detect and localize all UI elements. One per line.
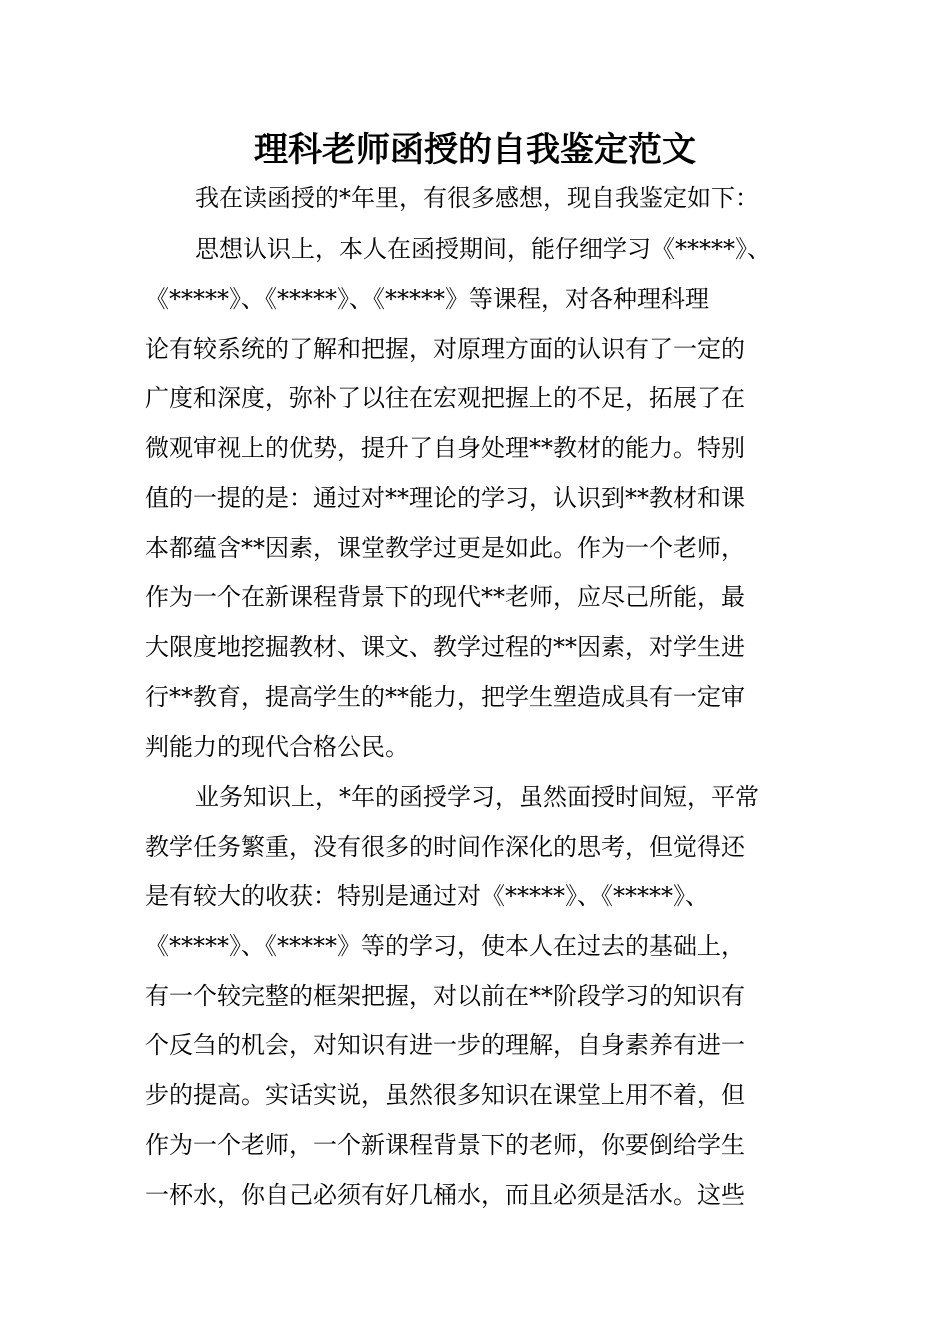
text-line-11: 行**教育，提高学生的**能力，把学生塑造成具有一定审 <box>145 683 745 711</box>
text-line-8: 本都蕴含**因素，课堂教学过更是如此。作为一个老师， <box>145 534 745 562</box>
text-line-3: 《*****》、《*****》、《*****》等课程，对各种理科理 <box>145 285 709 313</box>
text-line-5: 广度和深度，弥补了以往在宏观把握上的不足，拓展了在 <box>145 384 745 412</box>
text-line-21: 一杯水，你自己必须有好几桶水，而且必须是活水。这些 <box>145 1181 745 1209</box>
text-line-7: 值的一提的是：通过对**理论的学习，认识到**教材和课 <box>145 484 745 512</box>
text-line-18: 个反刍的机会，对知识有进一步的理解，自身素养有进一 <box>145 1031 745 1059</box>
text-line-4: 论有较系统的了解和把握，对原理方面的认识有了一定的 <box>145 335 745 363</box>
text-line-20: 作为一个老师，一个新课程背景下的老师，你要倒给学生 <box>145 1131 745 1159</box>
text-line-19: 步的提高。实话实说，虽然很多知识在课堂上用不着，但 <box>145 1081 745 1109</box>
text-line-1: 我在读函授的*年里，有很多感想，现自我鉴定如下： <box>195 184 759 212</box>
text-line-6: 微观审视上的优势，提升了自身处理**教材的能力。特别 <box>145 434 745 462</box>
text-line-9: 作为一个在新课程背景下的现代**老师，应尽己所能，最 <box>145 583 745 611</box>
document-title: 理科老师函授的自我鉴定范文 <box>254 130 696 170</box>
text-line-10: 大限度地挖掘教材、课文、教学过程的**因素，对学生进 <box>145 633 745 661</box>
text-line-12: 判能力的现代合格公民。 <box>145 733 409 761</box>
text-line-17: 有一个较完整的框架把握，对以前在**阶段学习的知识有 <box>145 982 745 1010</box>
text-line-16: 《*****》、《*****》等的学习，使本人在过去的基础上， <box>145 932 745 960</box>
text-line-2: 思想认识上，本人在函授期间，能仔细学习《*****》、 <box>195 235 771 263</box>
text-line-13: 业务知识上，*年的函授学习，虽然面授时间短，平常 <box>195 783 759 811</box>
text-line-15: 是有较大的收获：特别是通过对《*****》、《*****》、 <box>145 882 709 910</box>
text-line-14: 教学任务繁重，没有很多的时间作深化的思考，但觉得还 <box>145 833 745 861</box>
